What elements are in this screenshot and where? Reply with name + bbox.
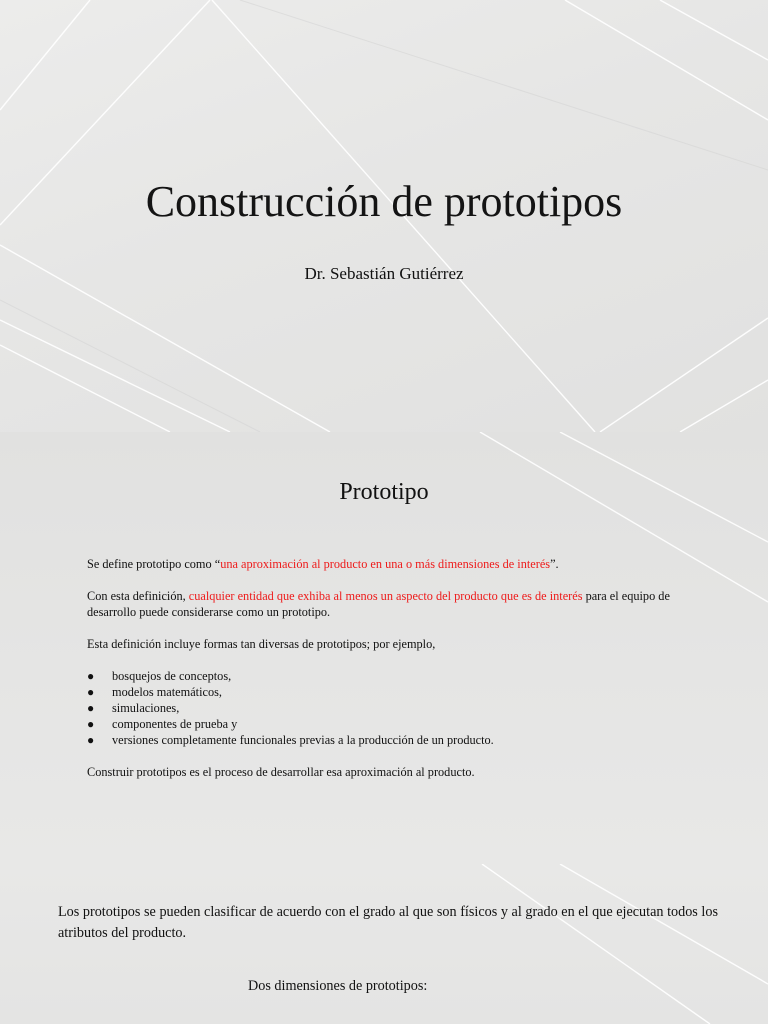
slide-title	[0, 0, 768, 432]
intro-paragraph: Esta definición incluye formas tan diversas de prototipos; por ejemplo,	[87, 637, 436, 651]
scope-paragraph	[87, 588, 677, 620]
decorative-lines	[0, 864, 768, 1024]
slide-body	[87, 556, 677, 796]
list-item-text: modelos matemáticos,	[112, 685, 222, 699]
slide-classification	[0, 864, 768, 1024]
examples-list	[87, 668, 677, 748]
list-item-text: simulaciones,	[112, 701, 180, 715]
list-item	[87, 668, 677, 684]
classification-paragraph: Los prototipos se pueden clasificar de acuerdo con el grado al que son físicos y al grado en el que ejecutan todos los atributos del producto.	[58, 904, 718, 941]
slide-prototipo	[0, 432, 768, 864]
definition-paragraph	[87, 556, 677, 572]
closing-paragraph: Construir prototipos es el proceso de desarrollar esa aproximación al producto.	[87, 765, 475, 779]
presentation-author: Dr. Sebastián Gutiérrez	[304, 264, 464, 283]
slide-heading: Prototipo	[339, 479, 429, 505]
bullet-icon: ●	[87, 685, 95, 699]
scope-highlight: cualquier entidad que exhiba al menos un aspecto del producto que es de interés	[188, 589, 583, 603]
scope-prefix: Con esta definición,	[87, 589, 189, 603]
definition-highlight: una aproximación al producto en una o más dimensiones de interés	[220, 557, 551, 571]
list-item	[87, 684, 677, 700]
bullet-icon: ●	[87, 701, 95, 715]
definition-suffix: ”.	[550, 557, 559, 571]
list-item-text: bosquejos de conceptos,	[112, 669, 232, 683]
dimensions-subheading: Dos dimensiones de prototipos:	[248, 978, 428, 994]
scope-suffix: para el equipo de desarrollo puede considerarse como un prototipo.	[87, 589, 670, 619]
list-item	[87, 716, 677, 732]
list-item	[87, 732, 677, 748]
bullet-icon: ●	[87, 669, 95, 683]
definition-prefix: Se define prototipo como “	[87, 557, 221, 571]
list-item-text: componentes de prueba y	[112, 717, 238, 731]
list-item-text: versiones completamente funcionales previas a la producción de un producto.	[112, 733, 494, 747]
list-item	[87, 700, 677, 716]
presentation-title: Construcción de prototipos	[145, 177, 623, 226]
bullet-icon: ●	[87, 733, 95, 747]
bullet-icon: ●	[87, 717, 95, 731]
